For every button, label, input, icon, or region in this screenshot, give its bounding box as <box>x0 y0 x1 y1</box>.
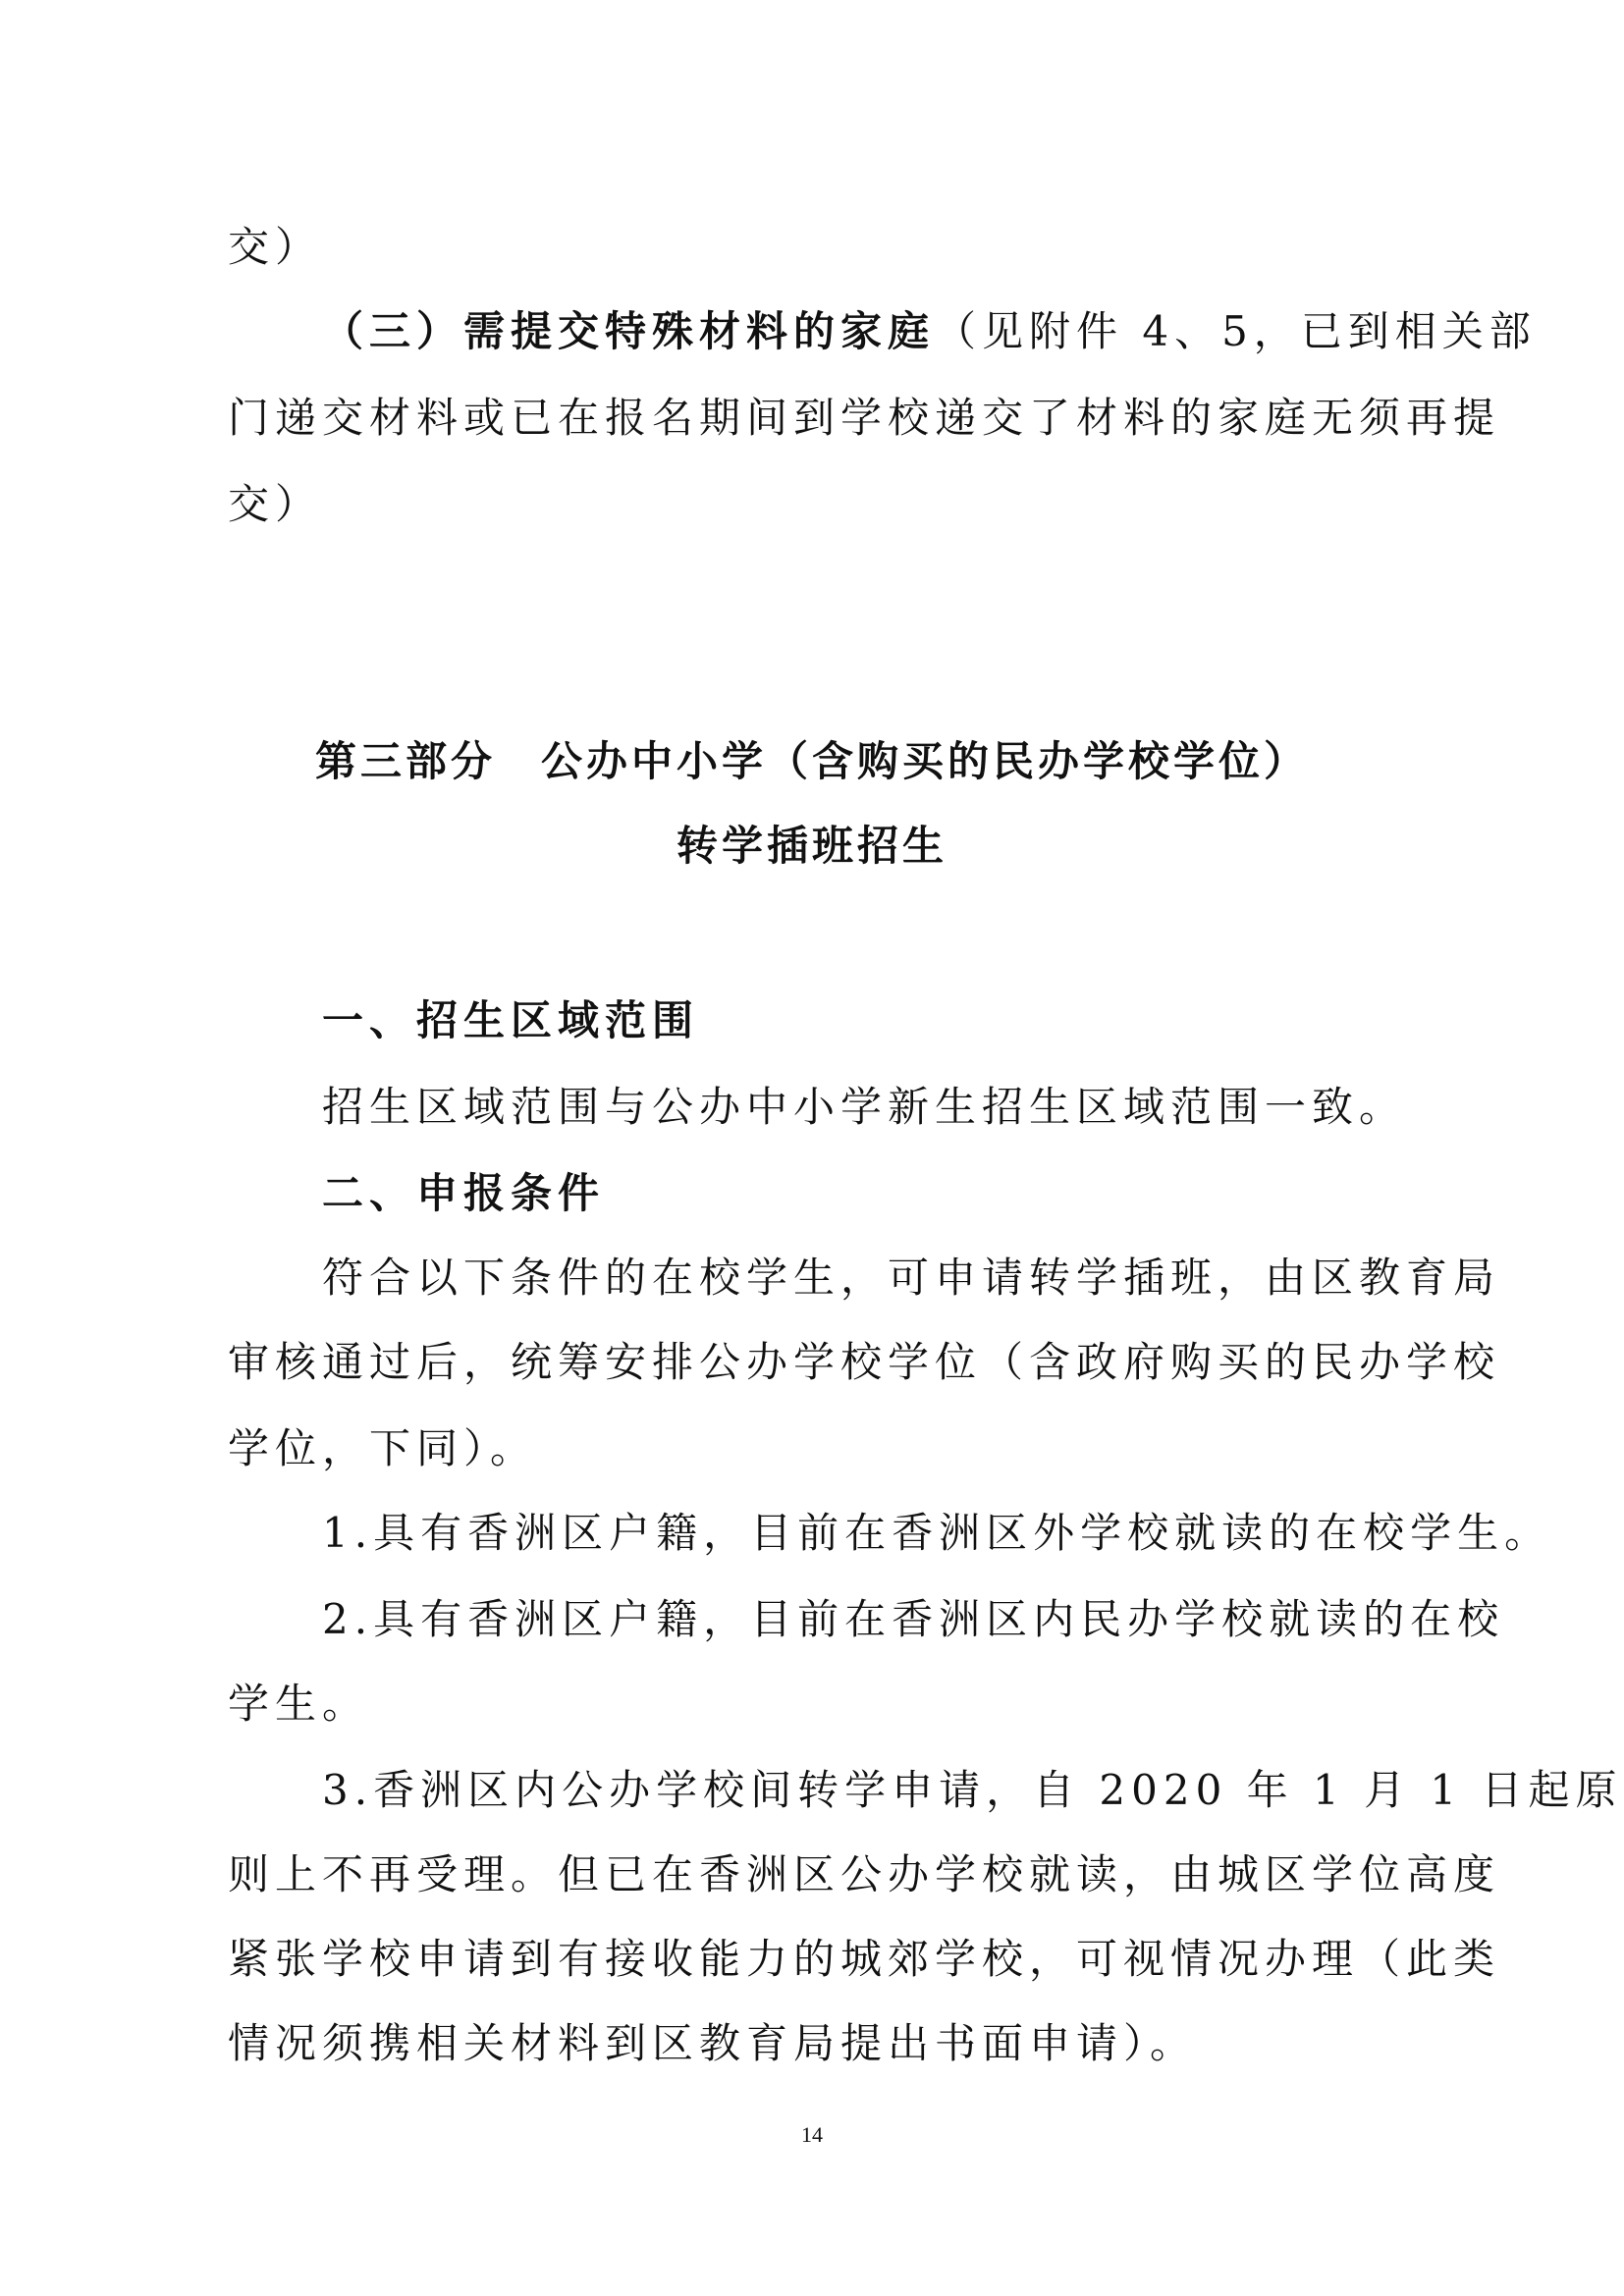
section-1-body: 招生区域范围与公办中小学新生招生区域范围一致。 <box>322 1083 1407 1131</box>
section-2-intro-line-1: 符合以下条件的在校学生，可申请转学插班，由区教育局 <box>322 1254 1501 1302</box>
section-2-heading: 二、申报条件 <box>322 1169 606 1217</box>
section-2-intro-line-3: 学位，下同）。 <box>228 1424 538 1472</box>
condition-3-line-2: 则上不再受理。但已在香洲区公办学校就读，由城区学位高度 <box>228 1850 1501 1898</box>
continuation-line: 交） <box>228 223 323 271</box>
condition-1: 1.具有香洲区户籍，目前在香洲区外学校就读的在校学生。 <box>322 1509 1552 1557</box>
part-3-title-line-2: 转学插班招生 <box>676 822 947 870</box>
part-3-title-line-1: 第三部分 公办中小学（含购买的民办学校学位） <box>314 737 1309 785</box>
page-number: 14 <box>801 2122 823 2147</box>
condition-2-line-1: 2.具有香洲区户籍，目前在香洲区内民办学校就读的在校 <box>322 1595 1505 1643</box>
section-2-intro-line-2: 审核通过后，统筹安排公办学校学位（含政府购买的民办学校 <box>228 1338 1501 1386</box>
section-1-heading: 一、招生区域范围 <box>322 996 700 1044</box>
condition-2-line-2: 学生。 <box>228 1680 370 1728</box>
item-3-line-3: 交） <box>228 480 323 528</box>
condition-3-line-4: 情况须携相关材料到区教育局提出书面申请）。 <box>228 2019 1198 2067</box>
item-3-line-2: 门递交材料或已在报名期间到学校递交了材料的家庭无须再提 <box>228 394 1501 442</box>
condition-3-line-3: 紧张学校申请到有接收能力的城郊学校，可视情况办理（此类 <box>228 1935 1501 1983</box>
condition-3-line-1: 3.香洲区内公办学校间转学申请，自 2020 年 1 月 1 日起原 <box>322 1766 1623 1814</box>
item-3-line-1-rest: （见附件 4、5，已到相关部 <box>935 307 1537 355</box>
item-3-label: （三）需提交特殊材料的家庭 <box>322 307 936 355</box>
item-3-line-1 <box>322 302 1537 361</box>
